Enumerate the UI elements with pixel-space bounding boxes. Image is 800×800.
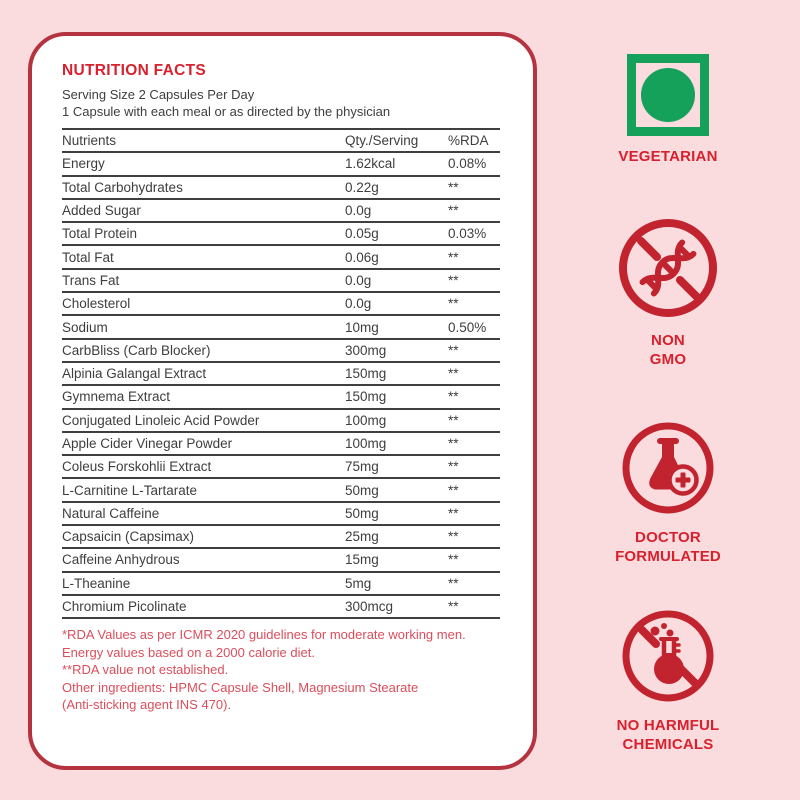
nutrient-name: L-Carnitine L-Tartarate [62,478,345,501]
nutrient-qty: 0.0g [345,292,448,315]
nutrient-qty: 1.62kcal [345,152,448,175]
nutrient-name: Cholesterol [62,292,345,315]
nutrient-qty: 100mg [345,409,448,432]
badge-label-line: NO HARMFUL [616,717,720,734]
nutrient-qty: 0.06g [345,245,448,268]
nutrient-name: CarbBliss (Carb Blocker) [62,339,345,362]
nutrient-rda: ** [448,362,500,385]
serving-size-line: Serving Size 2 Capsules Per Day [62,87,255,102]
nutrient-name: Energy [62,152,345,175]
footnotes [62,626,522,714]
nutrient-qty: 150mg [345,385,448,408]
nutrient-rda: ** [448,572,500,595]
doctor-formulated-icon [619,419,717,517]
table-row [62,199,500,222]
nutrient-qty: 300mcg [345,595,448,618]
nutrition-table [62,128,500,619]
nutrition-facts-card [28,32,537,770]
table-row [62,548,500,571]
nutrient-rda: ** [448,478,500,501]
nutrient-name: Alpinia Galangal Extract [62,362,345,385]
nutrient-qty: 0.05g [345,222,448,245]
nutrient-qty: 15mg [345,548,448,571]
nutrient-name: L-Theanine [62,572,345,595]
nutrient-name: Coleus Forskohlii Extract [62,455,345,478]
col-header-nutrients: Nutrients [62,129,345,152]
nutrient-rda: 0.08% [448,152,500,175]
table-row [62,269,500,292]
nutrient-rda: ** [448,245,500,268]
badge-doctor-formulated-label [615,528,721,566]
nutrient-name: Apple Cider Vinegar Powder [62,432,345,455]
no-harmful-chemicals-icon [619,607,717,705]
footnote-line: Energy values based on a 2000 calorie diet. [62,644,315,660]
nutrient-name: Total Carbohydrates [62,176,345,199]
badge-non-gmo-label [650,331,686,369]
table-row [62,455,500,478]
table-row [62,385,500,408]
badge-no-harmful-chemicals-label [617,716,720,754]
badge-label-line: VEGETARIAN [618,148,718,165]
vegetarian-icon [627,54,709,136]
nutrient-qty: 150mg [345,362,448,385]
nutrient-name: Gymnema Extract [62,385,345,408]
nutrient-name: Chromium Picolinate [62,595,345,618]
badge-non-gmo [598,216,738,369]
nutrient-rda: ** [448,269,500,292]
nutrient-qty: 100mg [345,432,448,455]
nutrition-table-header [62,129,500,152]
table-row [62,222,500,245]
nutrient-name: Caffeine Anhydrous [62,548,345,571]
nutrient-rda: ** [448,432,500,455]
nutrient-qty: 10mg [345,315,448,338]
table-row [62,362,500,385]
badge-vegetarian-label [618,147,717,166]
badge-doctor-formulated [598,419,738,566]
chem-flask-icon [651,623,685,684]
footnote-line: *RDA Values as per ICMR 2020 guidelines for moderate working men. [62,627,466,643]
nutrient-qty: 300mg [345,339,448,362]
badge-label-line: NON [651,332,685,349]
badge-label-line: GMO [649,351,687,368]
table-row [62,525,500,548]
table-row [62,502,500,525]
nutrient-rda: ** [448,595,500,618]
nutrient-rda: ** [448,176,500,199]
nutrient-name: Total Protein [62,222,345,245]
header-row [62,129,500,152]
table-row [62,339,500,362]
table-row [62,315,500,338]
table-row [62,409,500,432]
badge-label-line: CHEMICALS [622,736,714,753]
nutrient-rda: ** [448,292,500,315]
table-row [62,595,500,618]
badge-label-line: DOCTOR [635,529,701,546]
nutrient-rda: ** [448,339,500,362]
nutrient-rda: ** [448,548,500,571]
badge-no-harmful-chemicals [598,607,738,754]
nutrition-facts-title: NUTRITION FACTS [62,62,206,79]
col-header-qty-serving: Qty./Serving [345,129,448,152]
badge-label-line: FORMULATED [615,548,721,565]
nutrient-qty: 50mg [345,478,448,501]
table-row [62,245,500,268]
table-row [62,478,500,501]
nutrient-qty: 0.0g [345,199,448,222]
col-header-rda: %RDA [448,129,500,152]
nutrient-name: Sodium [62,315,345,338]
nutrient-rda: ** [448,199,500,222]
nutrient-rda: ** [448,502,500,525]
nutrient-name: Added Sugar [62,199,345,222]
nutrient-qty: 0.0g [345,269,448,292]
non-gmo-icon [616,216,720,320]
nutrient-rda: ** [448,385,500,408]
nutrient-name: Conjugated Linoleic Acid Powder [62,409,345,432]
nutrient-rda: 0.03% [448,222,500,245]
table-row [62,152,500,175]
table-row [62,572,500,595]
nutrient-name: Capsaicin (Capsimax) [62,525,345,548]
nutrient-name: Total Fat [62,245,345,268]
nutrient-qty: 75mg [345,455,448,478]
nutrient-rda: 0.50% [448,315,500,338]
nutrient-qty: 25mg [345,525,448,548]
table-row [62,292,500,315]
table-row [62,432,500,455]
footnote-line: **RDA value not established. [62,662,229,678]
nutrient-rda: ** [448,525,500,548]
table-row [62,176,500,199]
nutrient-name: Trans Fat [62,269,345,292]
nutrient-qty: 5mg [345,572,448,595]
footnote-line: Other ingredients: HPMC Capsule Shell, Magnesium Stearate [62,679,419,695]
badge-vegetarian [598,54,738,166]
dosage-line: 1 Capsule with each meal or as directed by the physician [62,103,391,119]
nutrient-qty: 0.22g [345,176,448,199]
nutrient-name: Natural Caffeine [62,502,345,525]
footnote-line: (Anti-sticking agent INS 470). [62,697,232,713]
nutrition-table-body [62,152,500,618]
nutrient-qty: 50mg [345,502,448,525]
nutrient-rda: ** [448,455,500,478]
nutrient-rda: ** [448,409,500,432]
